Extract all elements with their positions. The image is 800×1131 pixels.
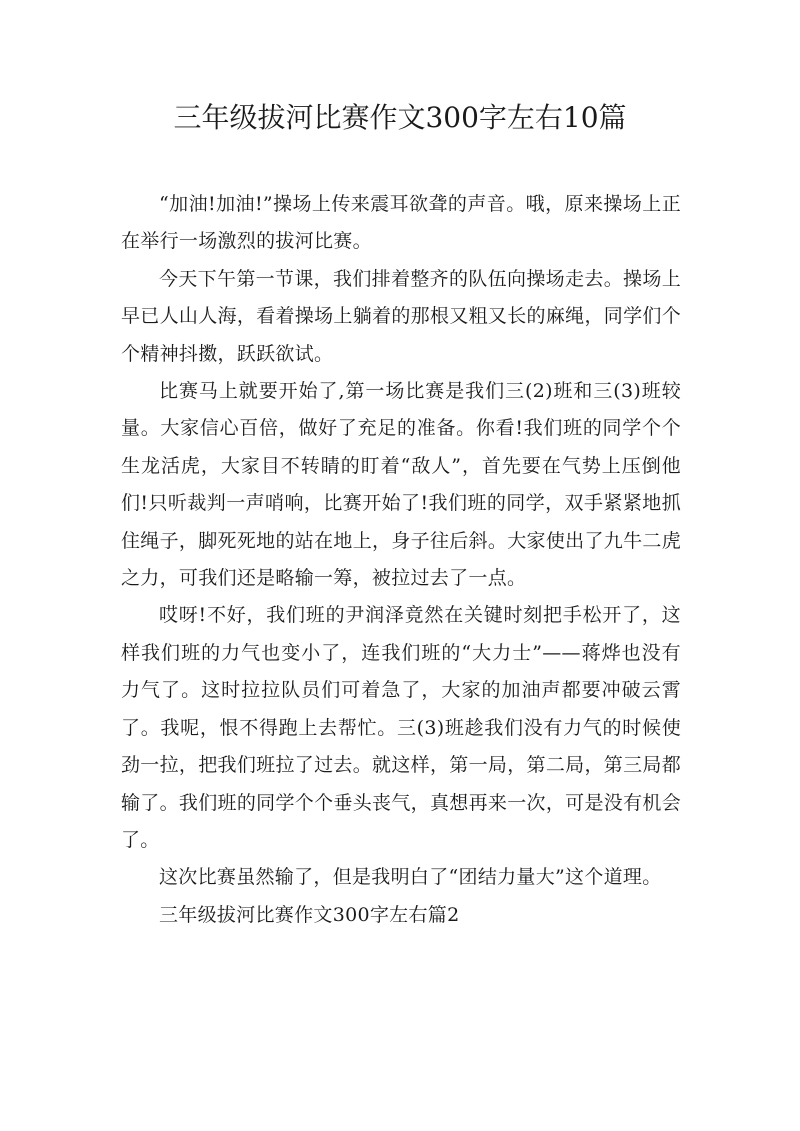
paragraph-3: 比赛马上就要开始了,第一场比赛是我们三(2)班和三(3)班较量。大家信心百倍，做好了充足的准备。你看!我们班的同学个个生龙活虎，大家目不转睛的盯着“敌人”，首先要在气势上压倒他们!只听裁判一声哨响，比赛开始了!我们班的同学，双手紧紧地抓住绳子，脚死死地的站在地上，身子往后斜。大家使出了九牛二虎之力，可我们还是略输一筹，被拉过去了一点。 [121,380,681,590]
paragraph-4: 哎呀!不好，我们班的尹润泽竟然在关键时刻把手松开了，这样我们班的力气也变小了，连我们班的“大力士”——蒋烨也没有力气了。这时拉拉队员们可着急了，大家的加油声都要冲破云霄了。我呢，恨不得跑上去帮忙。三(3)班趁我们没有力气的时候使劲一拉，把我们班拉了过去。就这样，第一局，第二局，第三局都输了。我们班的同学个个垂头丧气，真想再来一次，可是没有机会了。 [121,604,681,851]
document-title: 三年级拔河比赛作文300字左右10篇 [173,101,627,134]
paragraph-5: 这次比赛虽然输了，但是我明白了“团结力量大”这个道理。 [159,866,662,889]
document-body [121,186,681,934]
next-section-heading: 三年级拔河比赛作文300字左右篇2 [159,903,460,926]
paragraph-1: “加油!加油!”操场上传来震耳欲聋的声音。哦，原来操场上正在举行一场激烈的拔河比赛。 [121,193,681,253]
paragraph-2: 今天下午第一节课，我们排着整齐的队伍向操场走去。操场上早已人山人海，看着操场上躺着的那根又粗又长的麻绳，同学们个个精神抖擞，跃跃欲试。 [121,267,681,365]
